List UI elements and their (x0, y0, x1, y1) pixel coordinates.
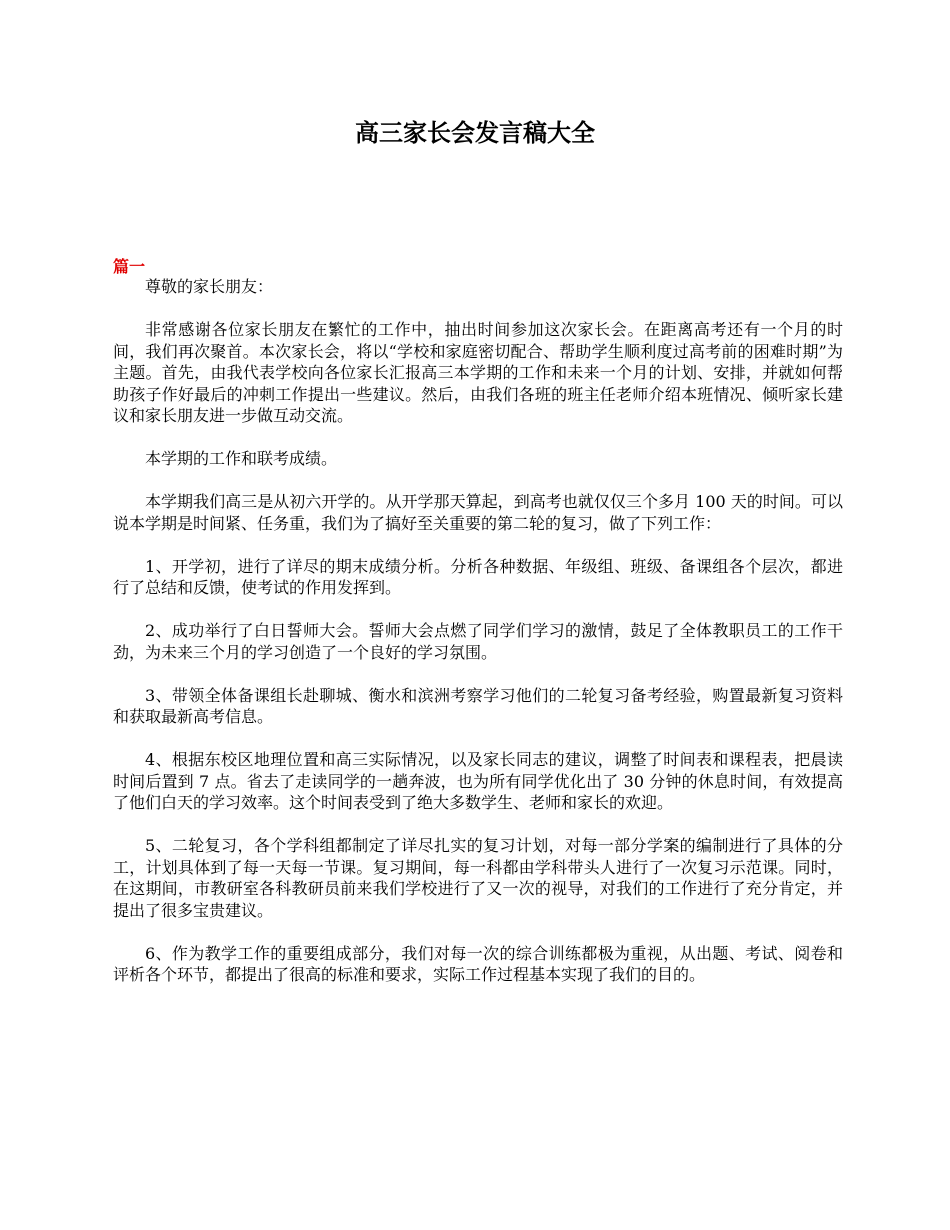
list-item-paragraph: 3、带领全体备课组长赴聊城、衡水和滨洲考察学习他们的二轮复习备考经验，购置最新复习资料和获取最新高考信息。 (113, 685, 843, 726)
section-heading: 篇一 (113, 257, 146, 276)
body-paragraph: 非常感谢各位家长朋友在繁忙的工作中，抽出时间参加这次家长会。在距离高考还有一个月的时间，我们再次聚首。本次家长会，将以“学校和家庭密切配合、帮助学生顺利度过高考前的困难时期”为主题。首先，由我代表学校向各位家长汇报高三本学期的工作和未来一个月的计划、安排，并就如何帮助孩子作好最后的冲刺工作提出一些建议。然后，由我们各班的班主任老师介绍本班情况、倾听家长建议和家长朋友进一步做互动交流。 (113, 320, 843, 425)
list-item-paragraph: 2、成功举行了白日誓师大会。誓师大会点燃了同学们学习的激情，鼓足了全体教职员工的工作干劲，为未来三个月的学习创造了一个良好的学习氛围。 (113, 621, 843, 662)
list-item-paragraph: 4、根据东校区地理位置和高三实际情况，以及家长同志的建议，调整了时间表和课程表，把晨读时间后置到 7 点。省去了走读同学的一趟奔波，也为所有同学优化出了 30 分钟的休息时间，有效提高了他们白天的学习效率。这个时间表受到了绝大多数学生、老师和家长的欢迎。 (113, 750, 843, 812)
document-title: 高三家长会发言稿大全 (355, 118, 595, 147)
body-paragraph: 本学期我们高三是从初六开学的。从开学那天算起，到高考也就仅仅三个多月 100 天的时间。可以说本学期是时间紧、任务重，我们为了搞好至关重要的第二轮的复习，做了下列工作： (113, 492, 843, 533)
list-item-paragraph: 1、开学初，进行了详尽的期末成绩分析。分析各种数据、年级组、班级、备课组各个层次，都进行了总结和反馈，使考试的作用发挥到。 (113, 556, 843, 597)
salutation-paragraph: 尊敬的家长朋友： (145, 277, 274, 296)
list-item-paragraph: 5、二轮复习，各个学科组都制定了详尽扎实的复习计划，对每一部分学案的编制进行了具体的分工，计划具体到了每一天每一节课。复习期间，每一科都由学科带头人进行了一次复习示范课。同时，在这期间，市教研室各科教研员前来我们学校进行了又一次的视导，对我们的工作进行了充分肯定，并提出了很多宝贵建议。 (113, 836, 843, 920)
document-body (113, 276, 843, 1007)
list-item-paragraph: 6、作为教学工作的重要组成部分，我们对每一次的综合训练都极为重视，从出题、考试、阅卷和评析各个环节，都提出了很高的标准和要求，实际工作过程基本实现了我们的目的。 (113, 943, 843, 984)
body-paragraph: 本学期的工作和联考成绩。 (145, 449, 338, 468)
